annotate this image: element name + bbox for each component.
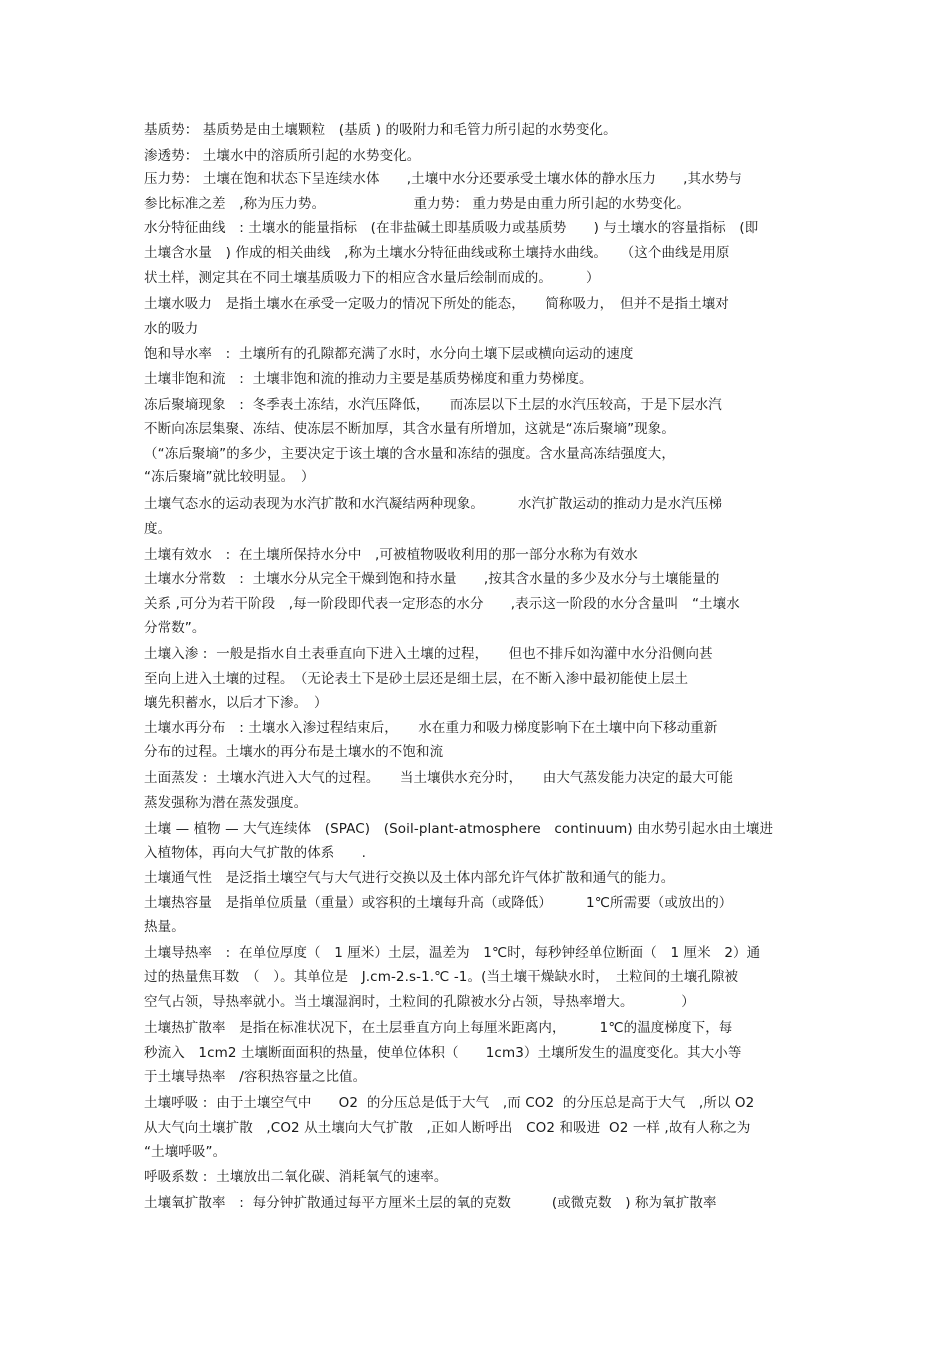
text-line: 土壤气态水的运动表现为水汽扩散和水汽凝结两种现象。 水汽扩散运动的推动力是水汽压梯 — [144, 496, 723, 512]
text-line: 分常数”。 — [144, 620, 206, 636]
text-line: 关系 ,可分为若干阶段 ,每一阶段即代表一定形态的水分 ,表示这一阶段的水分含量叫 “土壤水 — [144, 596, 740, 612]
text-line: 水的吸力 — [144, 321, 199, 337]
text-line: 冻后聚墒现象 : 冬季表土冻结，水汽压降低， 而冻层以下土层的水汽压较高，于是下层水汽 — [144, 397, 722, 413]
text-line: 呼吸系数 : 土壤放出二氧化碳、消耗氧气的速率。 — [144, 1169, 448, 1185]
text-line: 土壤氧扩散率 : 每分钟扩散通过每平方厘米土层的氧的克数 (或微克数 ) 称为氧扩散率 — [144, 1195, 717, 1211]
text-line: 参比标准之差 ,称为压力势。 重力势： 重力势是由重力所引起的水势变化。 — [144, 196, 691, 212]
text-line: 度。 — [144, 521, 172, 537]
text-line: 入植物体，再向大气扩散的体系 . — [144, 845, 366, 861]
text-line: 壤先积蓄水，以后才下渗。 ） — [144, 695, 328, 711]
text-line: 秒流入 1cm2 土壤断面面积的热量，使单位体积（ 1cm3）土壤所发生的温度变化。其大小等 — [144, 1045, 742, 1061]
text-line: 土壤水吸力 是指土壤水在承受一定吸力的情况下所处的能态， 简称吸力， 但并不是指土壤对 — [144, 296, 729, 312]
text-line: 土壤入渗 : 一般是指水自土表垂直向下进入土壤的过程， 但也不排斥如沟灌中水分沿侧向甚 — [144, 646, 713, 662]
text-line: 热量。 — [144, 919, 185, 935]
text-line: “冻后聚墒”就比较明显。 ） — [144, 469, 315, 485]
text-line: 分布的过程。土壤水的再分布是土壤水的不饱和流 — [144, 744, 444, 760]
text-line: 土壤非饱和流 : 土壤非饱和流的推动力主要是基质势梯度和重力势梯度。 — [144, 371, 593, 387]
text-line: 土壤热扩散率 是指在标准状况下，在土层垂直方向上每厘米距离内， 1℃的温度梯度下，每 — [144, 1020, 733, 1036]
text-line: 土壤通气性 是泛指土壤空气与大气进行交换以及土体内部允许气体扩散和通气的能力。 — [144, 870, 675, 886]
text-line: 压力势： 土壤在饱和状态下呈连续水体 ,土壤中水分还要承受土壤水体的静水压力 ,其水势与 — [144, 171, 742, 187]
text-line: 空气占领，导热率就小。当土壤湿润时，土粒间的孔隙被水分占领，导热率增大。 ） — [144, 994, 695, 1010]
text-line: 土壤导热率 : 在单位厚度（ 1 厘米）土层，温差为 1℃时，每秒钟经单位断面（ 1 厘米 2）通 — [144, 945, 761, 961]
text-line: 土壤呼吸 : 由于土壤空气中 O2 的分压总是低于大气 ,而 CO2 的分压总是高于大气 ,所以 O2 — [144, 1095, 755, 1111]
text-line: 土壤含水量 ) 作成的相关曲线 ,称为土壤水分特征曲线或称土壤持水曲线。 （这个曲线是用原 — [144, 245, 730, 261]
text-line: （“冻后聚墒”的多少，主要决定于该土壤的含水量和冻结的强度。含水量高冻结强度大， — [144, 446, 675, 462]
text-line: 渗透势： 土壤水中的溶质所引起的水势变化。 — [144, 148, 421, 164]
text-line: 于土壤导热率 /容积热容量之比值。 — [144, 1069, 367, 1085]
text-line: 不断向冻层集聚、冻结、使冻层不断加厚，其含水量有所增加，这就是“冻后聚墒”现象。 — [144, 421, 675, 437]
text-line: 饱和导水率 : 土壤所有的孔隙都充满了水时，水分向土壤下层或横向运动的速度 — [144, 346, 634, 362]
text-line: 水分特征曲线 : 土壤水的能量指标 (在非盐碱土即基质吸力或基质势 ) 与土壤水的容量指标 (即 — [144, 220, 759, 236]
text-line: 土壤有效水 : 在土壤所保持水分中 ,可被植物吸收利用的那一部分水称为有效水 — [144, 547, 638, 563]
text-line: 土壤水分常数 : 土壤水分从完全干燥到饱和持水量 ,按其含水量的多少及水分与土壤能量的 — [144, 571, 720, 587]
text-line: 过的热量焦耳数 （ ）。其单位是 J.cm-2.s-1.℃ -1。(当土壤干燥缺水时， 土粒间的土壤孔隙被 — [144, 969, 739, 985]
text-line: 土壤热容量 是指单位质量（重量）或容积的土壤每升高（或降低） 1℃所需要（或放出的） — [144, 895, 733, 911]
text-line: 土面蒸发 : 土壤水汽进入大气的过程。 当土壤供水充分时， 由大气蒸发能力决定的最大可能 — [144, 770, 734, 786]
text-line: 从大气向土壤扩散 ,CO2 从土壤向大气扩散 ,正如人断呼出 CO2 和吸进 O2 一样 ,故有人称之为 — [144, 1120, 751, 1136]
text-line: 基质势： 基质势是由土壤颗粒 (基质 ) 的吸附力和毛管力所引起的水势变化。 — [144, 122, 617, 138]
text-line: 状土样，测定其在不同土壤基质吸力下的相应含水量后绘制而成的。 ） — [144, 270, 600, 286]
text-line: 土壤 — 植物 — 大气连续体 (SPAC) (Soil-plant-atmosphere continuum) 由水势引起水由土壤进 — [144, 821, 774, 837]
text-line: 土壤水再分布 : 土壤水入渗过程结束后， 水在重力和吸力梯度影响下在土壤中向下移动重新 — [144, 720, 718, 736]
text-line: 至向上进入土壤的过程。 （无论表土下是砂土层还是细土层，在不断入渗中最初能使上层土 — [144, 671, 689, 687]
text-line: 蒸发强称为潜在蒸发强度。 — [144, 795, 308, 811]
text-line: “土壤呼吸”。 — [144, 1144, 227, 1160]
